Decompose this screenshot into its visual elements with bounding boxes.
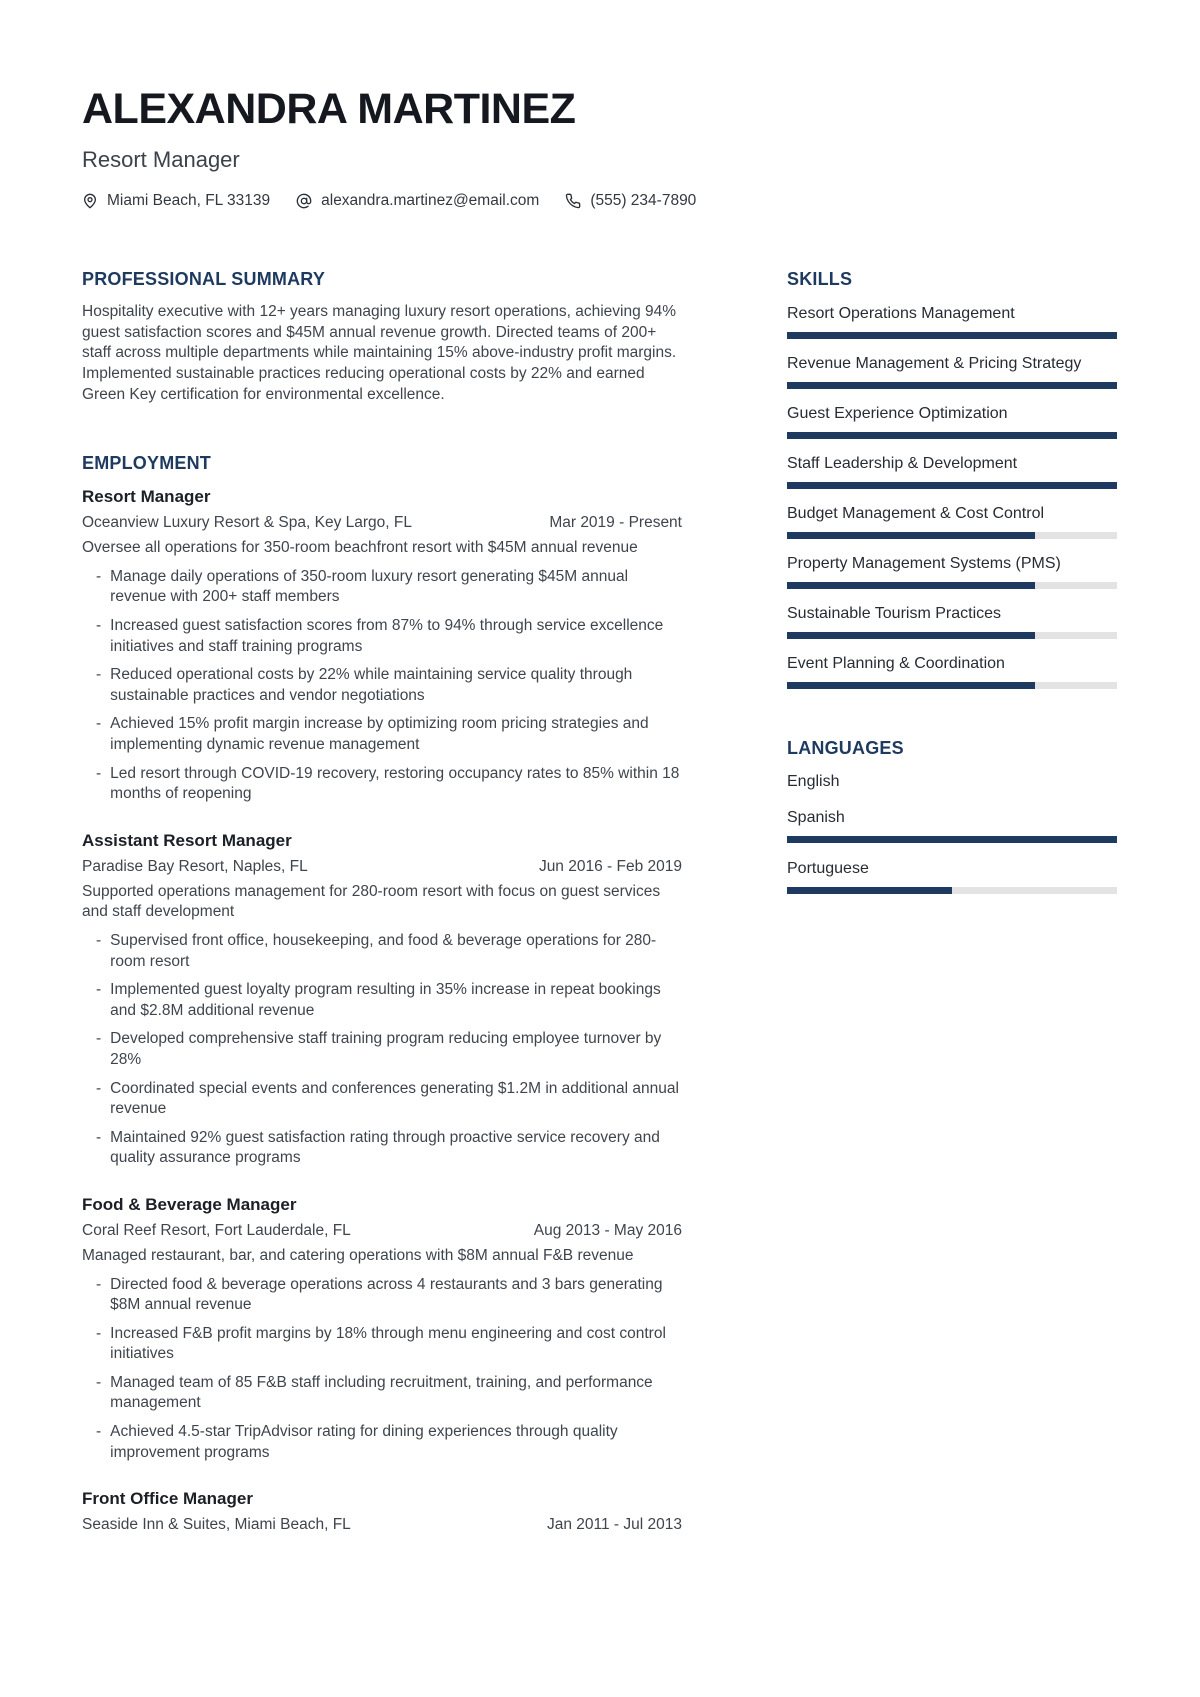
skill-label: Event Planning & Coordination — [787, 655, 1005, 673]
language-item — [787, 807, 1117, 843]
skill-bar-fill — [787, 632, 1035, 639]
contact-phone — [565, 192, 696, 210]
section-employment — [82, 453, 682, 1534]
skill-bar-fill — [787, 382, 1117, 389]
skill-bar-track — [787, 582, 1117, 589]
language-bar-fill — [787, 836, 1117, 843]
job-company: Coral Reef Resort, Fort Lauderdale, FL — [82, 1221, 351, 1239]
language-bar-track — [787, 887, 1117, 894]
skill-bar-track — [787, 482, 1117, 489]
resume-header — [82, 86, 1117, 210]
job-dates: Aug 2013 - May 2016 — [533, 1221, 682, 1239]
summary-heading: PROFESSIONAL SUMMARY — [82, 269, 326, 290]
contact-location — [82, 192, 270, 210]
skill-label: Revenue Management & Pricing Strategy — [787, 355, 1082, 373]
skill-item — [787, 353, 1117, 389]
language-item — [787, 858, 1117, 894]
right-column — [787, 269, 1117, 1534]
skill-label: Staff Leadership & Development — [787, 455, 1018, 473]
skill-bar-track — [787, 632, 1117, 639]
skill-item — [787, 453, 1117, 489]
section-professional-summary — [82, 269, 682, 405]
job-description: Managed restaurant, bar, and catering operations with $8M annual F&B revenue — [82, 1246, 634, 1264]
skill-label: Resort Operations Management — [787, 305, 1015, 323]
job-bullet: - Maintained 92% guest satisfaction rating through proactive service recovery and quality assurance programs — [82, 1128, 682, 1169]
job-title: Resort Manager — [82, 487, 211, 507]
skill-bar-fill — [787, 332, 1117, 339]
skill-item — [787, 403, 1117, 439]
skill-label: Guest Experience Optimization — [787, 405, 1008, 423]
job-bullet: - Achieved 4.5-star TripAdvisor rating for dining experiences through quality improvement programs — [82, 1422, 682, 1463]
skill-item — [787, 503, 1117, 539]
job-dates: Jan 2011 - Jul 2013 — [546, 1516, 682, 1534]
candidate-name: ALEXANDRA MARTINEZ — [82, 85, 576, 133]
language-bar-track — [787, 836, 1117, 843]
skills-heading: SKILLS — [787, 269, 853, 290]
job-entry — [82, 1489, 682, 1534]
section-languages — [787, 738, 1117, 894]
contact-location-text: Miami Beach, FL 33139 — [107, 192, 271, 210]
job-bullet: - Implemented guest loyalty program resulting in 35% increase in repeat bookings and $2.8M additional revenue — [82, 980, 682, 1021]
location-pin-icon — [82, 193, 98, 209]
job-bullet: - Increased guest satisfaction scores from 87% to 94% through service excellence initiatives and staff training programs — [82, 616, 682, 657]
job-company: Seaside Inn & Suites, Miami Beach, FL — [82, 1516, 351, 1534]
language-label: English — [787, 773, 840, 791]
skill-bar-fill — [787, 532, 1035, 539]
skill-item — [787, 303, 1117, 339]
job-title: Food & Beverage Manager — [82, 1194, 297, 1214]
skill-item — [787, 653, 1117, 689]
job-dates: Jun 2016 - Feb 2019 — [538, 857, 682, 875]
contact-email-text: alexandra.martinez@email.com — [321, 192, 540, 210]
skill-bar-track — [787, 532, 1117, 539]
job-entry — [82, 487, 682, 805]
language-item — [787, 771, 1117, 792]
candidate-title: Resort Manager — [82, 147, 240, 173]
skill-bar-track — [787, 382, 1117, 389]
job-entry — [82, 1195, 682, 1463]
job-company: Paradise Bay Resort, Naples, FL — [82, 857, 308, 875]
skill-bar-fill — [787, 432, 1117, 439]
skill-bar-track — [787, 332, 1117, 339]
language-label: Portuguese — [787, 860, 869, 878]
section-skills — [787, 269, 1117, 689]
skill-bar-fill — [787, 482, 1117, 489]
job-bullet: - Manage daily operations of 350-room luxury resort generating $45M annual revenue with 200+ staff members — [82, 567, 682, 608]
language-bar-fill — [787, 887, 952, 894]
job-title: Assistant Resort Manager — [82, 830, 292, 850]
job-title: Front Office Manager — [82, 1489, 253, 1509]
job-bullet: - Coordinated special events and conferences generating $1.2M in additional annual revenue — [82, 1079, 682, 1120]
skill-item — [787, 603, 1117, 639]
job-description: Oversee all operations for 350-room beachfront resort with $45M annual revenue — [82, 539, 638, 557]
employment-heading: EMPLOYMENT — [82, 453, 212, 474]
skill-bar-fill — [787, 582, 1035, 589]
job-bullet: - Achieved 15% profit margin increase by optimizing room pricing strategies and implementing dynamic revenue management — [82, 714, 682, 755]
left-column — [82, 269, 682, 1534]
phone-icon — [565, 193, 581, 209]
skill-bar-fill — [787, 682, 1035, 689]
summary-text: Hospitality executive with 12+ years managing luxury resort operations, achieving 94% guest satisfaction scores and $45M annual revenue growth. Directed teams of 200+ staff across multiple departments while maintaining 15% above-industry profit margins. Implemented sustainable practices reducing operational costs by 22% and earned Green Key certification for environmental excellence. — [82, 303, 677, 403]
language-label: Spanish — [787, 809, 845, 827]
job-bullet: - Led resort through COVID-19 recovery, restoring occupancy rates to 85% within 18 months of reopening — [82, 764, 682, 805]
job-bullet: - Developed comprehensive staff training program reducing employee turnover by 28% — [82, 1029, 682, 1070]
skill-label: Sustainable Tourism Practices — [787, 605, 1002, 623]
job-company: Oceanview Luxury Resort & Spa, Key Largo, FL — [82, 514, 412, 532]
job-description: Supported operations management for 280-room resort with focus on guest services and staff development — [82, 882, 661, 921]
skill-bar-track — [787, 682, 1117, 689]
job-bullet: - Increased F&B profit margins by 18% through menu engineering and cost control initiatives — [82, 1324, 682, 1365]
contact-email — [296, 192, 539, 210]
job-bullet: - Directed food & beverage operations across 4 restaurants and 3 bars generating $8M annual revenue — [82, 1275, 682, 1316]
languages-heading: LANGUAGES — [787, 738, 904, 759]
skill-label: Budget Management & Cost Control — [787, 505, 1045, 523]
contact-phone-text: (555) 234-7890 — [590, 192, 697, 210]
at-sign-icon — [296, 193, 312, 209]
job-dates: Mar 2019 - Present — [549, 514, 682, 532]
contact-row — [82, 192, 1117, 210]
skill-bar-track — [787, 432, 1117, 439]
skill-label: Property Management Systems (PMS) — [787, 555, 1061, 573]
job-bullet: - Reduced operational costs by 22% while maintaining service quality through sustainable practices and vendor negotiations — [82, 665, 682, 706]
job-bullet: - Managed team of 85 F&B staff including recruitment, training, and performance management — [82, 1373, 682, 1414]
job-bullet: - Supervised front office, housekeeping, and food & beverage operations for 280-room resort — [82, 931, 682, 972]
skill-item — [787, 553, 1117, 589]
job-entry — [82, 831, 682, 1169]
